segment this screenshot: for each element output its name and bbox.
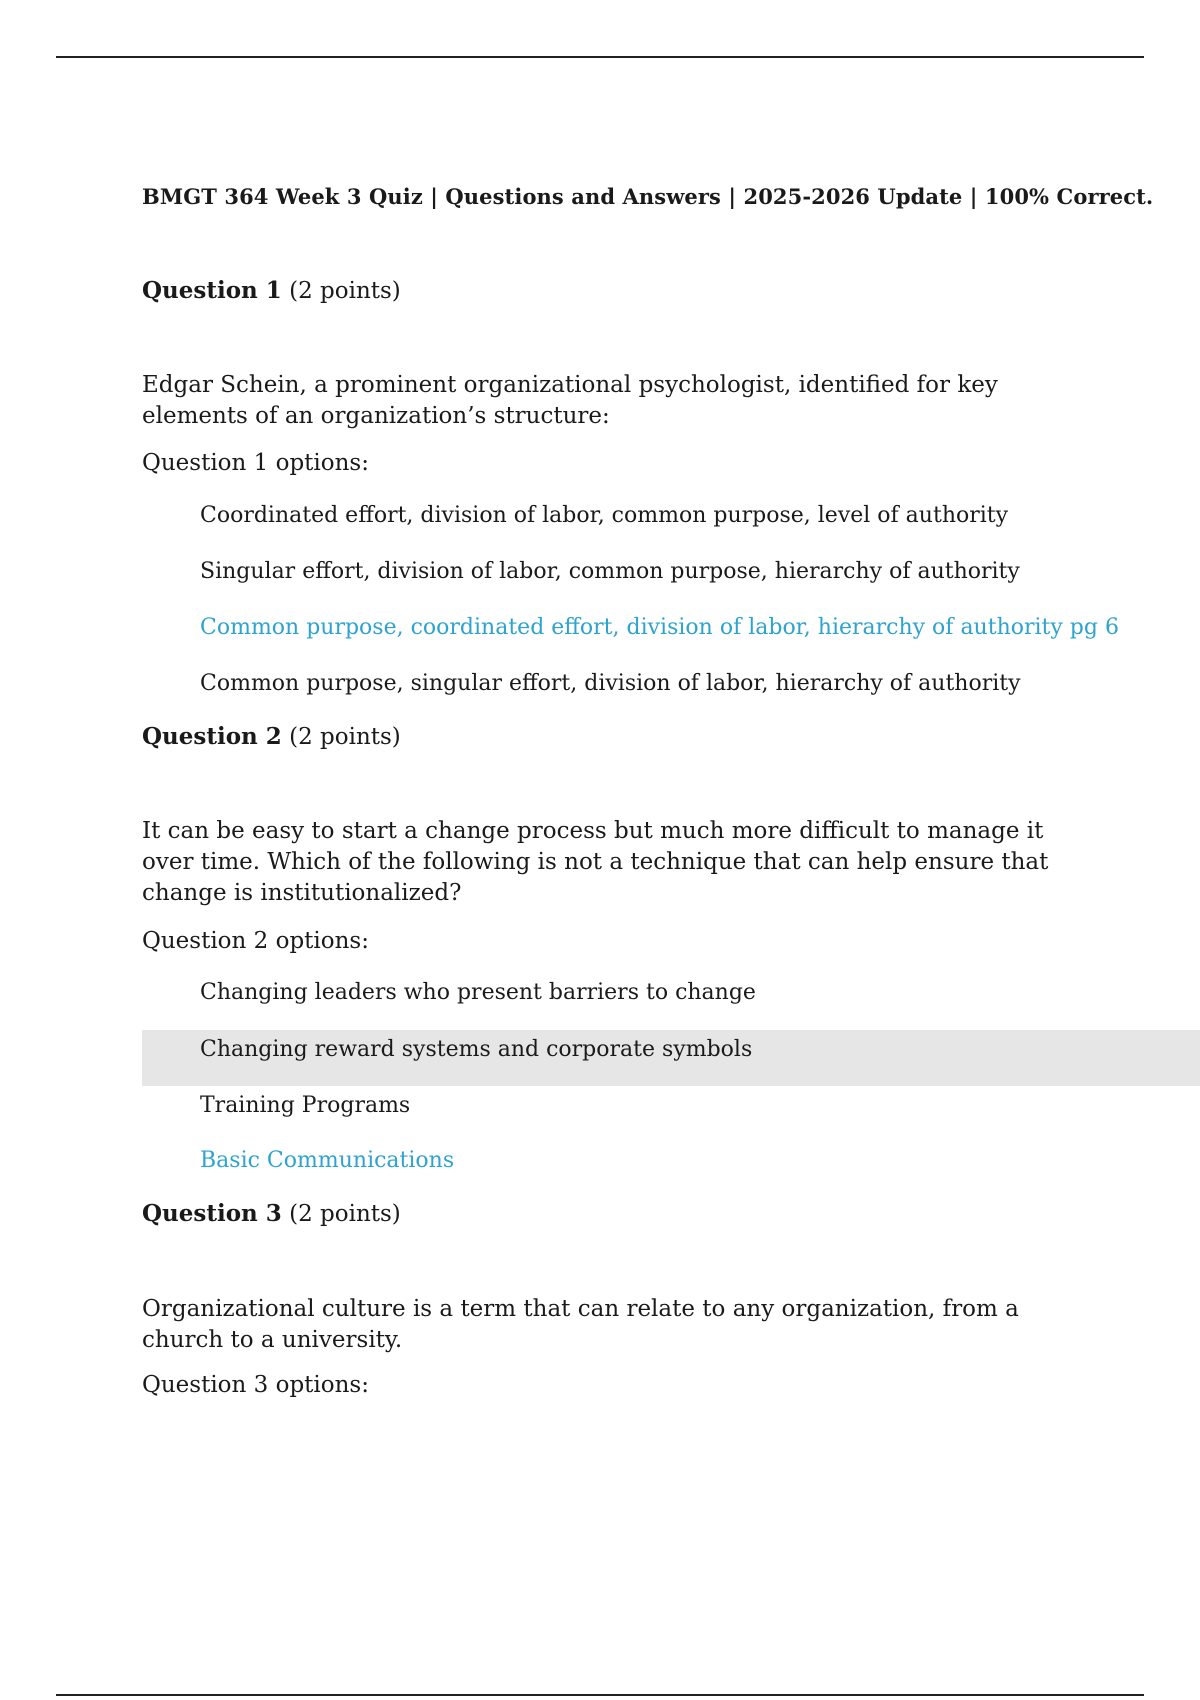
question-2-heading [142,723,401,750]
question-2-options-label: Question 2 options: [142,928,369,954]
top-rule [56,56,1144,58]
question-3-heading [142,1200,401,1227]
question-1-option-4[interactable]: Common purpose, singular effort, division of labor, hierarchy of authority [200,671,1021,696]
question-3-label: Question 3 [142,1200,282,1227]
question-1-label: Question 1 [142,277,282,304]
bottom-rule [56,1694,1144,1696]
question-1-option-1[interactable]: Coordinated effort, division of labor, common purpose, level of authority [200,503,1009,528]
question-1-option-3-correct[interactable]: Common purpose, coordinated effort, division of labor, hierarchy of authority pg 6 [200,615,1119,640]
document-title: BMGT 364 Week 3 Quiz | Questions and Answers | 2025-2026 Update | 100% Correct. [142,184,1154,209]
question-2-option-4-correct[interactable]: Basic Communications [200,1148,455,1173]
question-2-option-2-selected[interactable]: Changing reward systems and corporate symbols [200,1037,753,1062]
question-1-text: Edgar Schein, a prominent organizational psychologist, identified for key elements of an organization’s structure: [142,372,998,429]
question-3-text: Organizational culture is a term that can relate to any organization, from a church to a university. [142,1296,1019,1353]
question-2-label: Question 2 [142,723,282,750]
question-3-points: (2 points) [289,1201,401,1227]
question-3-options-label: Question 3 options: [142,1372,369,1398]
question-1-points: (2 points) [289,278,401,304]
question-2-option-3[interactable]: Training Programs [200,1093,411,1118]
question-1-heading [142,277,401,304]
question-2-text: It can be easy to start a change process but much more difficult to manage it over time. Which of the following is not a technique that can help ensure that change is institutionalized? [142,818,1049,906]
question-2-option-1[interactable]: Changing leaders who present barriers to change [200,980,756,1005]
question-1-option-2[interactable]: Singular effort, division of labor, common purpose, hierarchy of authority [200,559,1020,584]
question-1-options-label: Question 1 options: [142,450,369,476]
question-2-points: (2 points) [289,724,401,750]
